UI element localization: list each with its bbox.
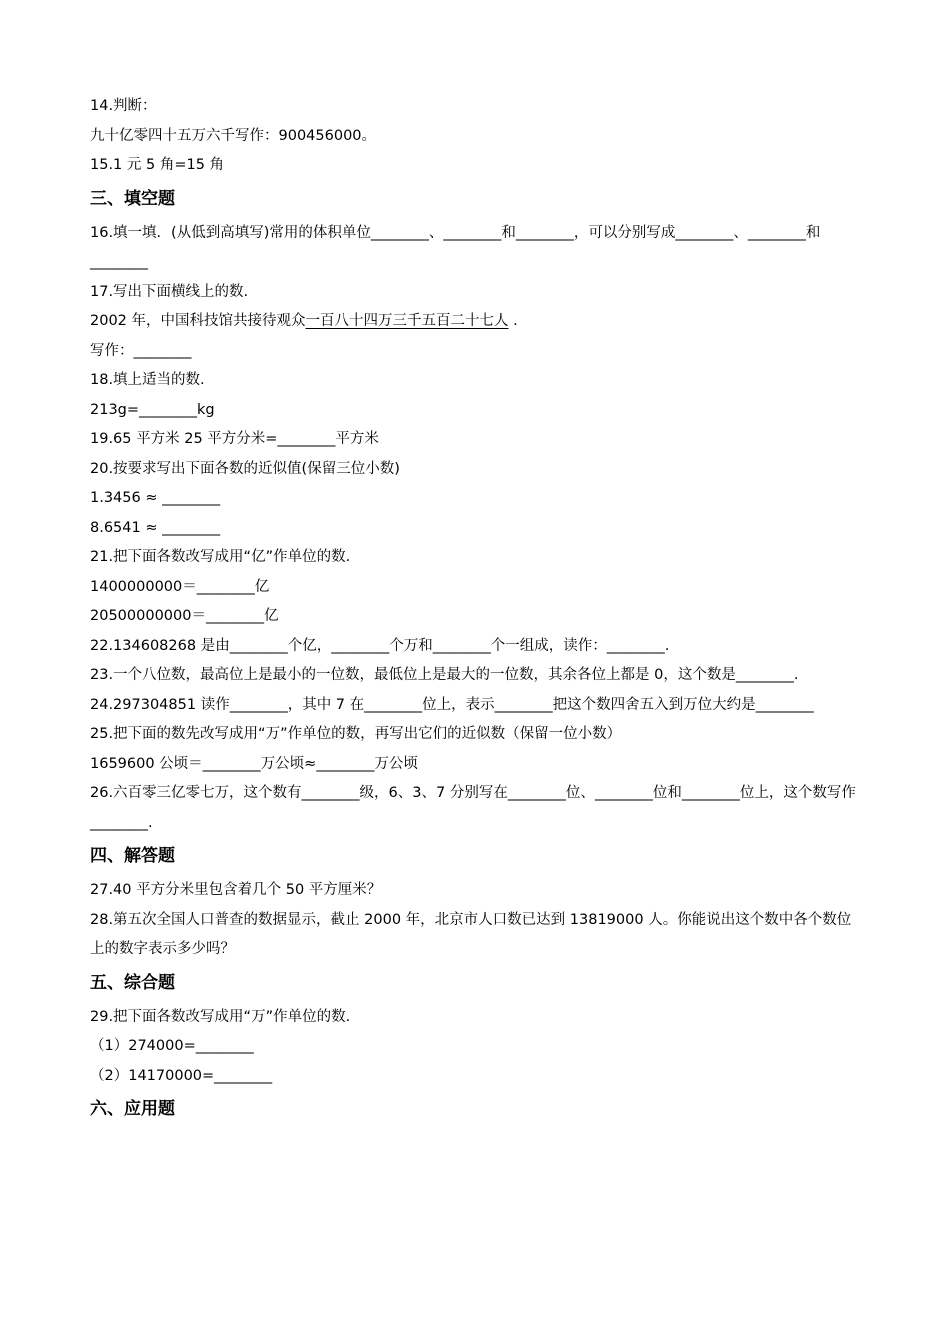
- question-15: 15.1 元 5 角=15 角: [90, 157, 225, 173]
- question-23: 23.一个八位数，最高位上是最小的一位数，最低位上是最大的一位数，其余各位上都是 0，这个数是________.: [90, 667, 799, 683]
- section-heading-application: 六、应用题: [90, 1099, 175, 1119]
- question-25-item: 1659600 公顷＝________万公顷≈________万公顷: [90, 755, 418, 772]
- section-heading-answer: 四、解答题: [90, 846, 175, 866]
- question-17-sentence: [90, 307, 860, 337]
- question-21-item-2: 20500000000＝________亿: [90, 608, 279, 624]
- exam-page: [90, 92, 860, 1129]
- question-18-title: 18.填上适当的数.: [90, 372, 205, 388]
- question-29-item-2: （2）14170000=________: [90, 1067, 273, 1084]
- question-20-item-2: 8.6541 ≈ ________: [90, 519, 221, 536]
- question-17-title: 17.写出下面横线上的数.: [90, 283, 249, 300]
- question-17-answer: 写作：________: [90, 342, 192, 359]
- question-19: 19.65 平方米 25 平方分米=________平方米: [90, 431, 379, 447]
- question-20-item-1: 1.3456 ≈ ________: [90, 490, 221, 506]
- question-17-underlined-number: 一百八十四万三千五百二十七人: [305, 313, 509, 329]
- question-21-item-1: 1400000000＝________亿: [90, 578, 270, 595]
- question-27: 27.40 平方分米里包含着几个 50 平方厘米？: [90, 882, 382, 898]
- question-28: 28.第五次全国人口普查的数据显示，截止 2000 年，北京市人口数已达到 13819000 人。你能说出这个数中各个数位上的数字表示多少吗？: [90, 911, 852, 957]
- question-22: 22.134608268 是由________个亿，________个万和________个一组成，读作：________.: [90, 637, 670, 654]
- question-21-title: 21.把下面各数改写成用“亿”作单位的数.: [90, 549, 351, 565]
- question-18-item: 213g=________kg: [90, 401, 215, 418]
- question-16: 16.填一填．(从低到高填写)常用的体积单位________、________和________，可以分别写成________、________和________: [90, 224, 821, 270]
- question-24: 24.297304851 读作________，其中 7 在________位上，表示________把这个数四舍五入到万位大约是________: [90, 696, 814, 713]
- section-heading-fill-in: 三、填空题: [90, 188, 175, 209]
- question-29-title: 29.把下面各数改写成用“万”作单位的数.: [90, 1008, 351, 1025]
- question-26: 26.六百零三亿零七万，这个数有________级，6、3、7 分别写在________位、________位和________位上，这个数写作________.: [90, 785, 856, 831]
- question-29-item-1: （1）274000=________: [90, 1038, 254, 1054]
- question-25-title: 25.把下面的数先改写成用“万”作单位的数，再写出它们的近似数（保留一位小数）: [90, 726, 622, 742]
- question-14-title: 14.判断：: [90, 98, 157, 114]
- question-14-statement: 九十亿零四十五万六千写作：900456000。: [90, 127, 377, 144]
- section-heading-comprehensive: 五、综合题: [90, 972, 175, 993]
- question-20-title: 20.按要求写出下面各数的近似值(保留三位小数): [90, 460, 400, 477]
- question-17-sentence-start: 2002 年，中国科技馆共接待观众: [90, 313, 306, 329]
- question-17-sentence-end: .: [508, 313, 518, 329]
